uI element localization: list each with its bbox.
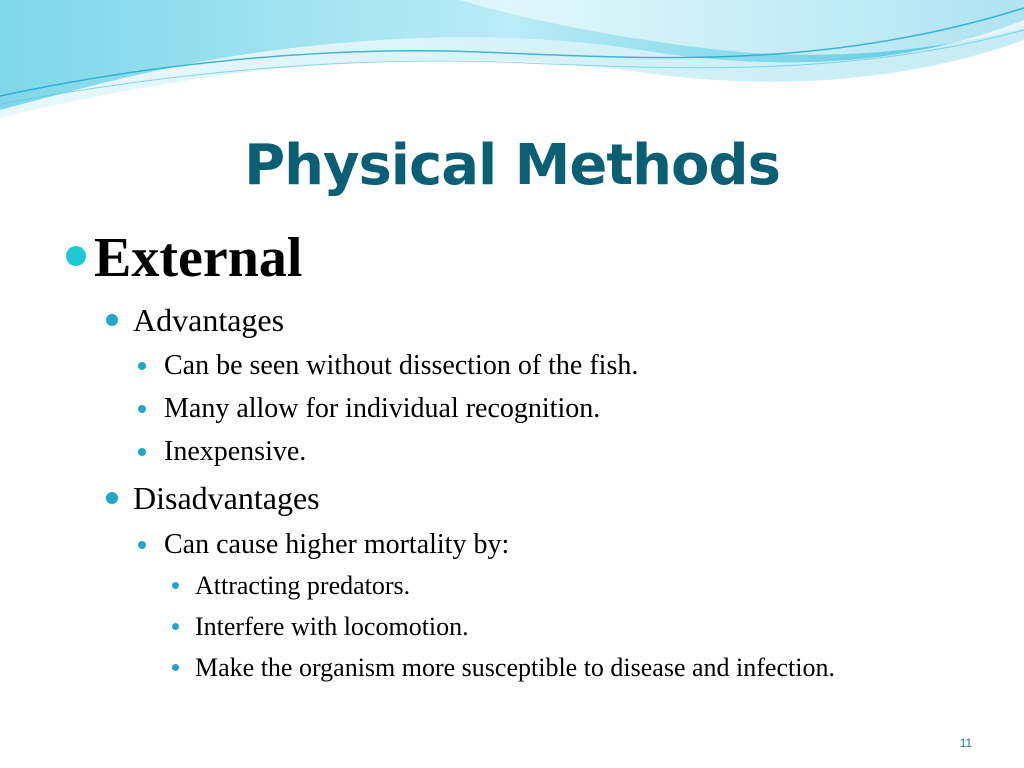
- bullet-external: External: [94, 227, 303, 289]
- bullet-dot-icon: [172, 664, 179, 671]
- disadvantage-item: Interfere with locomotion.: [195, 612, 469, 641]
- advantage-item: Many allow for individual recognition.: [164, 393, 601, 424]
- bullet-dot-icon: [138, 448, 146, 456]
- bullet-dot-icon: [172, 623, 179, 630]
- bullet-dot-icon: [138, 362, 146, 370]
- bullet-disadvantages: Disadvantages: [133, 480, 320, 516]
- disadvantage-item: Make the organism more susceptible to disease and infection.: [195, 653, 835, 682]
- bullet-dot-icon: [138, 405, 146, 413]
- page-number: 11: [959, 736, 973, 750]
- bullet-dot-icon: [138, 541, 146, 549]
- slide-title: Physical Methods: [244, 133, 780, 198]
- disadvantage-item: Attracting predators.: [195, 571, 411, 600]
- disadvantage-sub: Can cause higher mortality by:: [164, 529, 510, 560]
- advantage-item: Inexpensive.: [164, 436, 307, 467]
- bullet-dot-icon: [66, 246, 86, 266]
- bullet-dot-icon: [106, 492, 118, 504]
- bullet-dot-icon: [172, 582, 179, 589]
- header-wave-decoration: [0, 0, 1024, 130]
- advantage-item: Can be seen without dissection of the fish.: [164, 350, 639, 381]
- bullet-dot-icon: [106, 314, 118, 326]
- bullet-advantages: Advantages: [133, 302, 285, 338]
